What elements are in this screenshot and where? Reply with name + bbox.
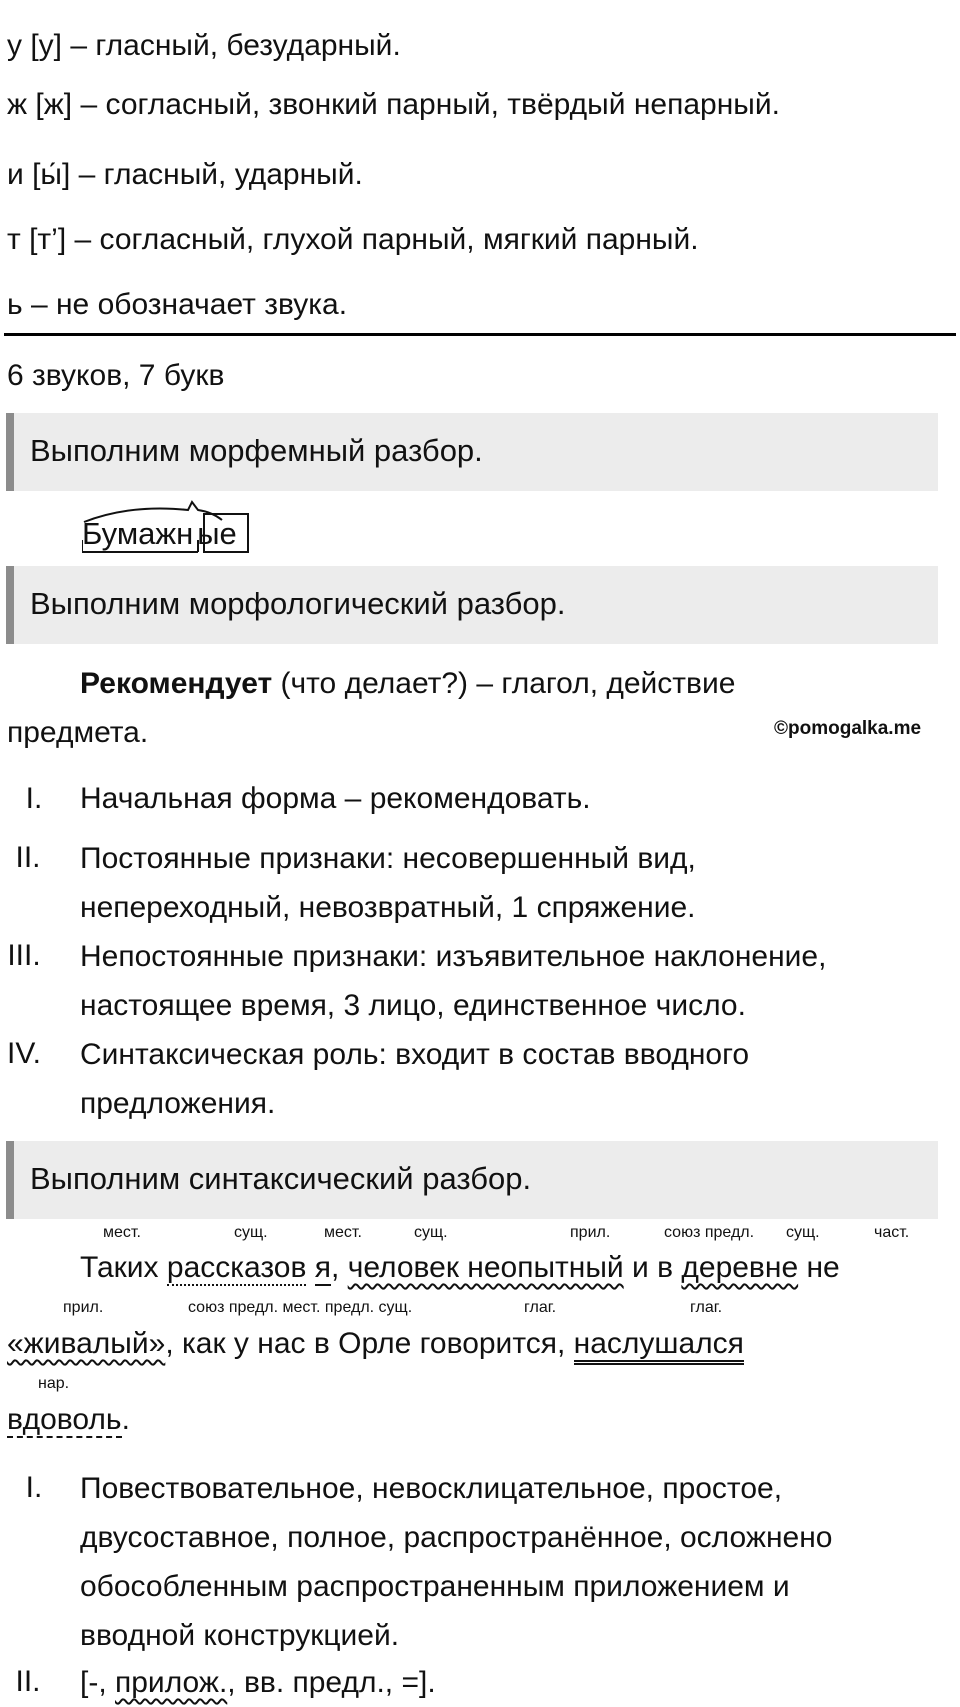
list-number: II. (15, 1665, 41, 1698)
section-title: Выполним морфологический разбор. (30, 586, 566, 621)
list-item: настоящее время, 3 лицо, единственное число. (80, 989, 746, 1022)
sentence-line-2 (7, 1324, 744, 1364)
word: , как у нас в Орле говорится, (165, 1327, 574, 1360)
list-number: III. (7, 939, 41, 972)
list-item: Постоянные признаки: несовершенный вид, (80, 842, 696, 875)
word-attribute: деревне (681, 1251, 799, 1284)
section-header-morpheme (6, 413, 938, 491)
word-object: рассказов (166, 1251, 307, 1284)
pos-tag: прил. (63, 1299, 104, 1316)
pos-tag: сущ. (414, 1224, 448, 1241)
sound-letter-summary: 6 звуков, 7 букв (7, 359, 225, 392)
pos-tag: сущ. (234, 1224, 268, 1241)
section-title: Выполним морфемный разбор. (30, 433, 483, 468)
pos-tag: союз предл. (664, 1224, 755, 1241)
morpheme-word (82, 516, 237, 552)
pos-tag: прил. (570, 1224, 611, 1241)
morph-lead-line (80, 666, 735, 702)
section-title: Выполним синтаксический разбор. (30, 1161, 532, 1196)
phonetic-line-5: ь – не обозначает звука. (7, 288, 348, 321)
list-number: II. (15, 841, 41, 874)
list-item: Синтаксическая роль: входит в состав вводного (80, 1038, 750, 1071)
list-number: IV. (7, 1037, 41, 1070)
list-item: Повествовательное, невосклицательное, простое, (80, 1472, 783, 1505)
sentence-line-1 (80, 1248, 840, 1288)
pos-tag: нар. (38, 1375, 70, 1392)
pos-tag: сущ. (786, 1224, 820, 1241)
list-item: предложения. (80, 1087, 276, 1120)
list-item: Непостоянные признаки: изъявительное наклонение, (80, 940, 827, 973)
list-item: Начальная форма – рекомендовать. (80, 782, 591, 815)
word: . (121, 1403, 130, 1436)
section-header-morphology (6, 566, 938, 644)
scheme-part: , вв. предл., =]. (227, 1666, 436, 1699)
pos-tag: част. (874, 1224, 910, 1241)
word-subject: я (314, 1251, 332, 1284)
phonetic-line-1: у [у] – гласный, безударный. (7, 29, 401, 62)
word: не (798, 1251, 840, 1284)
list-item: обособленным распространенным приложением и (80, 1570, 790, 1603)
word-predicate: наслушался (574, 1327, 744, 1365)
pos-tag: глаг. (524, 1299, 557, 1316)
watermark: ©pomogalka.me (774, 718, 922, 739)
phonetic-line-3: и [ы́] – гласный, ударный. (7, 158, 363, 191)
morpheme-stem: Бумажн (82, 516, 194, 551)
horizontal-rule (4, 333, 956, 336)
sentence-line-3 (7, 1400, 130, 1440)
morph-word: Рекомендует (80, 667, 273, 700)
scheme-apposition: прилож. (115, 1666, 228, 1699)
word-apposition: «живалый» (7, 1327, 166, 1360)
phonetic-line-2: ж [ж] – согласный, звонкий парный, твёрдый непарный. (7, 88, 780, 121)
scheme-part: [-, (80, 1666, 115, 1699)
pos-tag: глаг. (690, 1299, 723, 1316)
list-item: вводной конструкцией. (80, 1619, 400, 1652)
pos-tag: мест. (103, 1224, 141, 1241)
list-number: I. (25, 1471, 43, 1504)
word-adverbial: вдоволь (7, 1403, 122, 1436)
morph-question: (что делает?) – глагол, действие (272, 667, 736, 700)
list-number: I. (25, 782, 43, 815)
morpheme-ending: ые (197, 516, 237, 551)
section-header-syntax (6, 1141, 938, 1219)
phonetic-line-4: т [т’] – согласный, глухой парный, мягкий парный. (7, 223, 699, 256)
sentence-scheme (80, 1658, 436, 1707)
list-item: непереходный, невозвратный, 1 спряжение. (80, 891, 696, 924)
word: Таких (80, 1251, 167, 1284)
pos-tag: союз предл. мест. предл. сущ. (188, 1299, 413, 1316)
word (306, 1251, 314, 1284)
list-item: двусоставное, полное, распространённое, осложнено (80, 1521, 833, 1554)
word: и в (623, 1251, 682, 1284)
word: , (331, 1251, 348, 1284)
word-apposition: человек неопытный (347, 1251, 624, 1284)
pos-tag: мест. (324, 1224, 362, 1241)
morph-lead-continuation: предмета. (7, 716, 149, 749)
morpheme-diagram (82, 500, 262, 560)
